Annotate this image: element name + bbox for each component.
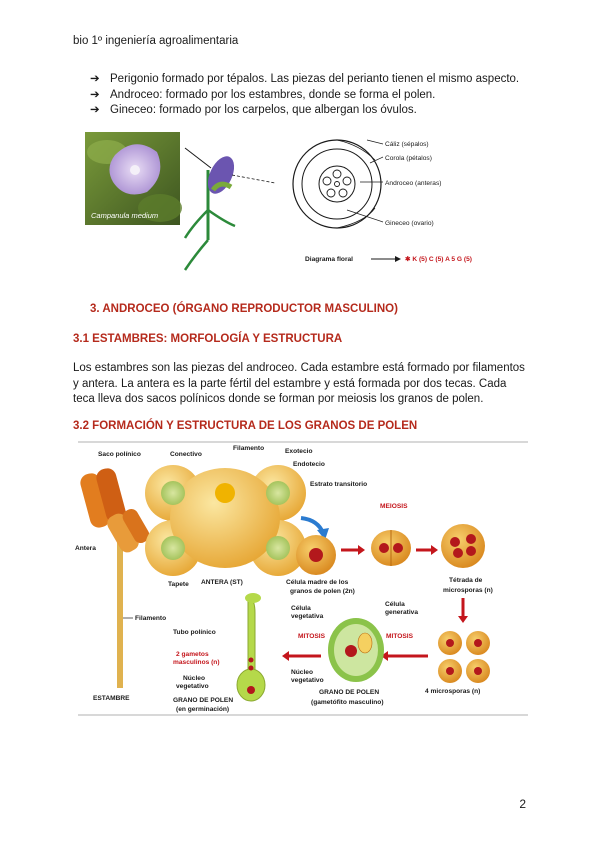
floral-formula: ✱ K (5) C (5) A 5 G (5)	[405, 256, 472, 263]
label-grano-germ: GRANO DE POLEN	[173, 697, 234, 704]
label-androceo: Androceo (anteras)	[385, 180, 442, 187]
campanula-photo	[85, 132, 182, 225]
stamen-drawing	[78, 466, 152, 688]
label-estambre: ESTAMBRE	[93, 695, 130, 702]
label-nuc-veg: Núcleo	[291, 669, 313, 676]
pollen-grain	[328, 618, 384, 682]
label-microsporas: 4 microsporas (n)	[425, 688, 481, 695]
label-antera: Antera	[75, 545, 96, 552]
bullet-list	[90, 72, 519, 119]
label-cel-gen-2: generativa	[385, 609, 418, 616]
dividing-cell	[371, 530, 411, 566]
arrow-icon: ➔	[90, 73, 100, 85]
label-mitosis-2: MITOSIS	[386, 633, 413, 640]
label-antera-st: ANTERA (ST)	[201, 579, 243, 586]
label-exotecio: Exotecio	[285, 448, 313, 455]
arrow-icon: ➔	[90, 88, 100, 101]
label-estrato: Estrato transitorio	[310, 481, 368, 488]
label-saco: Saco polínico	[98, 451, 141, 458]
label-grano: GRANO DE POLEN	[319, 689, 380, 696]
label-tubo: Tubo polínico	[173, 629, 216, 636]
label-filamento-top: Filamento	[233, 445, 265, 452]
label-filamento: Filamento	[135, 615, 167, 622]
body-paragraph: Los estambres son las piezas del androceo. Cada estambre está formado por filamentos y antera. La antera es la parte fértil del estambre y está formada por dos tecas. Cada teca lleva dos sacos polínicos donde se forman por meiosis los granos de polen.	[73, 362, 525, 405]
germinating-pollen	[237, 593, 265, 701]
anther-section	[145, 465, 306, 576]
label-cel-gen: Célula	[385, 601, 405, 608]
label-tetrada: Tétrada de	[449, 577, 483, 584]
section-3-1-title: 3.1 ESTAMBRES: MORFOLOGÍA Y ESTRUCTURA	[73, 333, 343, 345]
label-tetrada-2: microsporas (n)	[443, 587, 493, 594]
page-number: 2	[519, 797, 526, 811]
list-item: ➔ Gineceo: formado por los carpelos, que albergan los óvulos.	[90, 103, 519, 119]
label-nucleo-2: vegetativo	[176, 683, 209, 690]
list-item: ➔ Androceo: formado por los estambres, donde se forma el polen.	[90, 88, 519, 104]
label-cel-veg: Célula	[291, 605, 311, 612]
mother-cell	[296, 535, 336, 575]
label-cel-veg-2: vegetativa	[291, 613, 324, 620]
label-conectivo: Conectivo	[170, 451, 202, 458]
label-caliz: Cáliz (sépalos)	[385, 141, 429, 148]
label-endotecio: Endotecio	[293, 461, 325, 468]
tetrad	[441, 524, 485, 568]
arrow-icon: ➔	[90, 104, 100, 116]
floral-diagram	[293, 140, 472, 263]
label-celula-madre-2: granos de polen (2n)	[290, 588, 355, 595]
label-nucleo: Núcleo	[183, 675, 205, 682]
list-item: ➔ Perigonio formado por tépalos. Las piezas del perianto tienen el mismo aspecto.	[90, 72, 519, 88]
label-diagrama: Diagrama floral	[305, 256, 354, 263]
label-grano-2: (gametófito masculino)	[311, 699, 384, 706]
page-header: bio 1º ingeniería agroalimentaria	[73, 35, 239, 47]
section-3-title: 3. ANDROCEO (ÓRGANO REPRODUCTOR MASCULINO)	[90, 303, 398, 315]
label-gametos-2: masculinos (n)	[173, 659, 220, 666]
label-gametos: 2 gametos	[176, 651, 209, 658]
pollen-figure	[73, 438, 533, 720]
label-corola: Corola (pétalos)	[385, 155, 432, 162]
flower-bud-drawing	[185, 148, 275, 270]
microspores	[438, 631, 490, 683]
label-nuc-veg-2: vegetativo	[291, 677, 324, 684]
label-tapete: Tapete	[168, 581, 189, 588]
label-mitosis-1: MITOSIS	[298, 633, 325, 640]
label-meiosis: MEIOSIS	[380, 503, 408, 510]
section-3-2-title: 3.2 FORMACIÓN Y ESTRUCTURA DE LOS GRANOS DE POLEN	[73, 420, 418, 432]
label-gineceo: Gineceo (ovario)	[385, 220, 434, 227]
flower-figure	[85, 130, 505, 280]
label-grano-germ-2: (en germinación)	[176, 706, 230, 713]
label-celula-madre: Célula madre de los	[286, 579, 349, 586]
photo-caption: Campanula medium	[91, 211, 159, 220]
